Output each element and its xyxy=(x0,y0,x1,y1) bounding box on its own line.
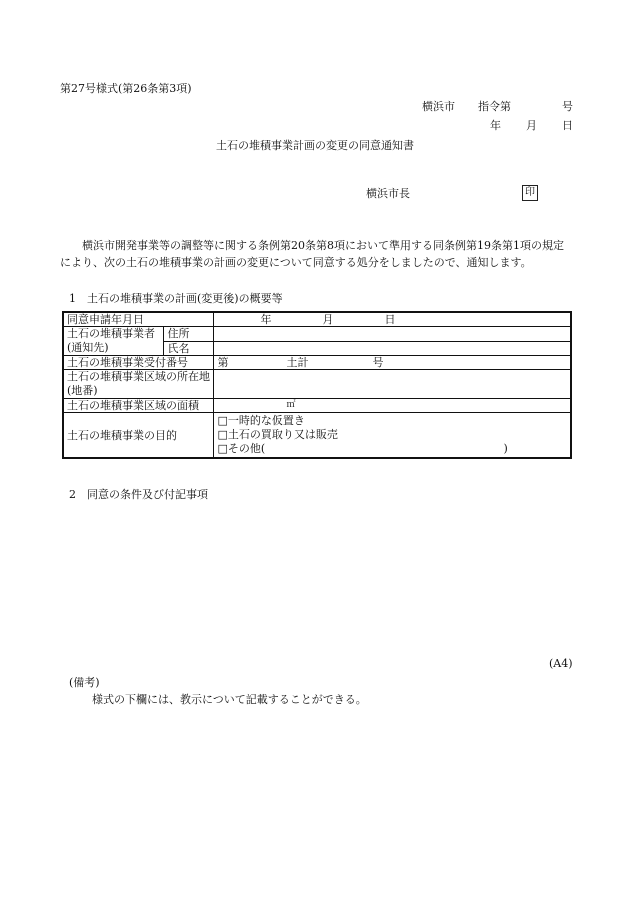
purpose-option-other[interactable] xyxy=(217,442,567,456)
consent-date-month: 月 xyxy=(322,313,334,326)
area-field[interactable] xyxy=(214,399,571,413)
reception-label: 土石の堆積事業受付番号 xyxy=(63,356,214,370)
table-row xyxy=(63,312,571,327)
purpose-field xyxy=(214,413,571,459)
name-label: 氏名 xyxy=(164,341,214,356)
remarks-heading: (備考) xyxy=(69,676,100,689)
area-unit: ㎡ xyxy=(286,400,296,410)
paper-size-label: (A4) xyxy=(549,657,573,670)
section2-heading: 2 同意の条件及び付記事項 xyxy=(69,488,208,501)
designation-line xyxy=(422,100,572,114)
issuer: 横浜市 xyxy=(422,100,455,113)
summary-table xyxy=(62,311,572,459)
area-label: 土石の堆積事業区域の面積 xyxy=(63,399,214,413)
address-label: 住所 xyxy=(164,327,214,342)
location-label-line1: 土石の堆積事業区域の所在地 xyxy=(67,370,210,383)
table-row xyxy=(63,399,571,413)
purpose-label: 土石の堆積事業の目的 xyxy=(63,413,214,459)
name-field[interactable] xyxy=(214,341,571,356)
remarks-text: 様式の下欄には、教示について記載することができる。 xyxy=(92,693,367,706)
table-row xyxy=(63,370,571,399)
reception-suffix: 号 xyxy=(372,356,384,369)
operator-label xyxy=(63,327,164,356)
consent-date-day: 日 xyxy=(384,313,396,326)
purpose-option-other-label: □その他( xyxy=(217,442,266,455)
consent-date-field[interactable] xyxy=(214,312,571,327)
purpose-option-purchase-sale[interactable]: □土石の買取り又は販売 xyxy=(217,428,338,441)
purpose-option-other-close: ) xyxy=(503,442,508,455)
date-line xyxy=(490,119,575,133)
date-month: 月 xyxy=(526,119,537,132)
operator-label-line2: (通知先) xyxy=(67,341,109,354)
designation-prefix: 指令第 xyxy=(478,100,511,113)
location-field[interactable] xyxy=(214,370,571,399)
section1-heading: 1 土石の堆積事業の計画(変更後)の概要等 xyxy=(69,292,283,305)
address-field[interactable] xyxy=(214,327,571,342)
date-year: 年 xyxy=(490,119,501,132)
document-title: 土石の堆積事業計画の変更の同意通知書 xyxy=(216,139,414,152)
body-text: 横浜市開発事業等の調整等に関する条例第20条第8項において準用する同条例第19条第1項の規定により、次の土石の堆積事業の計画の変更について同意する処分をしましたので、通知します。 xyxy=(60,239,564,269)
seal-stamp: 印 xyxy=(522,185,538,201)
designation-suffix: 号 xyxy=(562,100,573,113)
table-row xyxy=(63,356,571,370)
form-number: 第27号様式(第26条第3項) xyxy=(60,82,192,95)
location-label-line2: (地番) xyxy=(67,384,98,397)
date-day: 日 xyxy=(562,119,573,132)
reception-prefix: 第 xyxy=(217,356,229,369)
purpose-option-temporary[interactable]: □一時的な仮置き xyxy=(217,414,305,427)
table-row xyxy=(63,327,571,342)
reception-middle: 土計 xyxy=(286,356,309,369)
consent-date-label: 同意申請年月日 xyxy=(63,312,214,327)
operator-label-line1: 土石の堆積事業者 xyxy=(67,327,155,340)
table-row xyxy=(63,413,571,459)
consent-date-year: 年 xyxy=(260,313,272,326)
reception-field[interactable] xyxy=(214,356,571,370)
mayor-label: 横浜市長 xyxy=(366,187,410,200)
location-label xyxy=(63,370,214,399)
